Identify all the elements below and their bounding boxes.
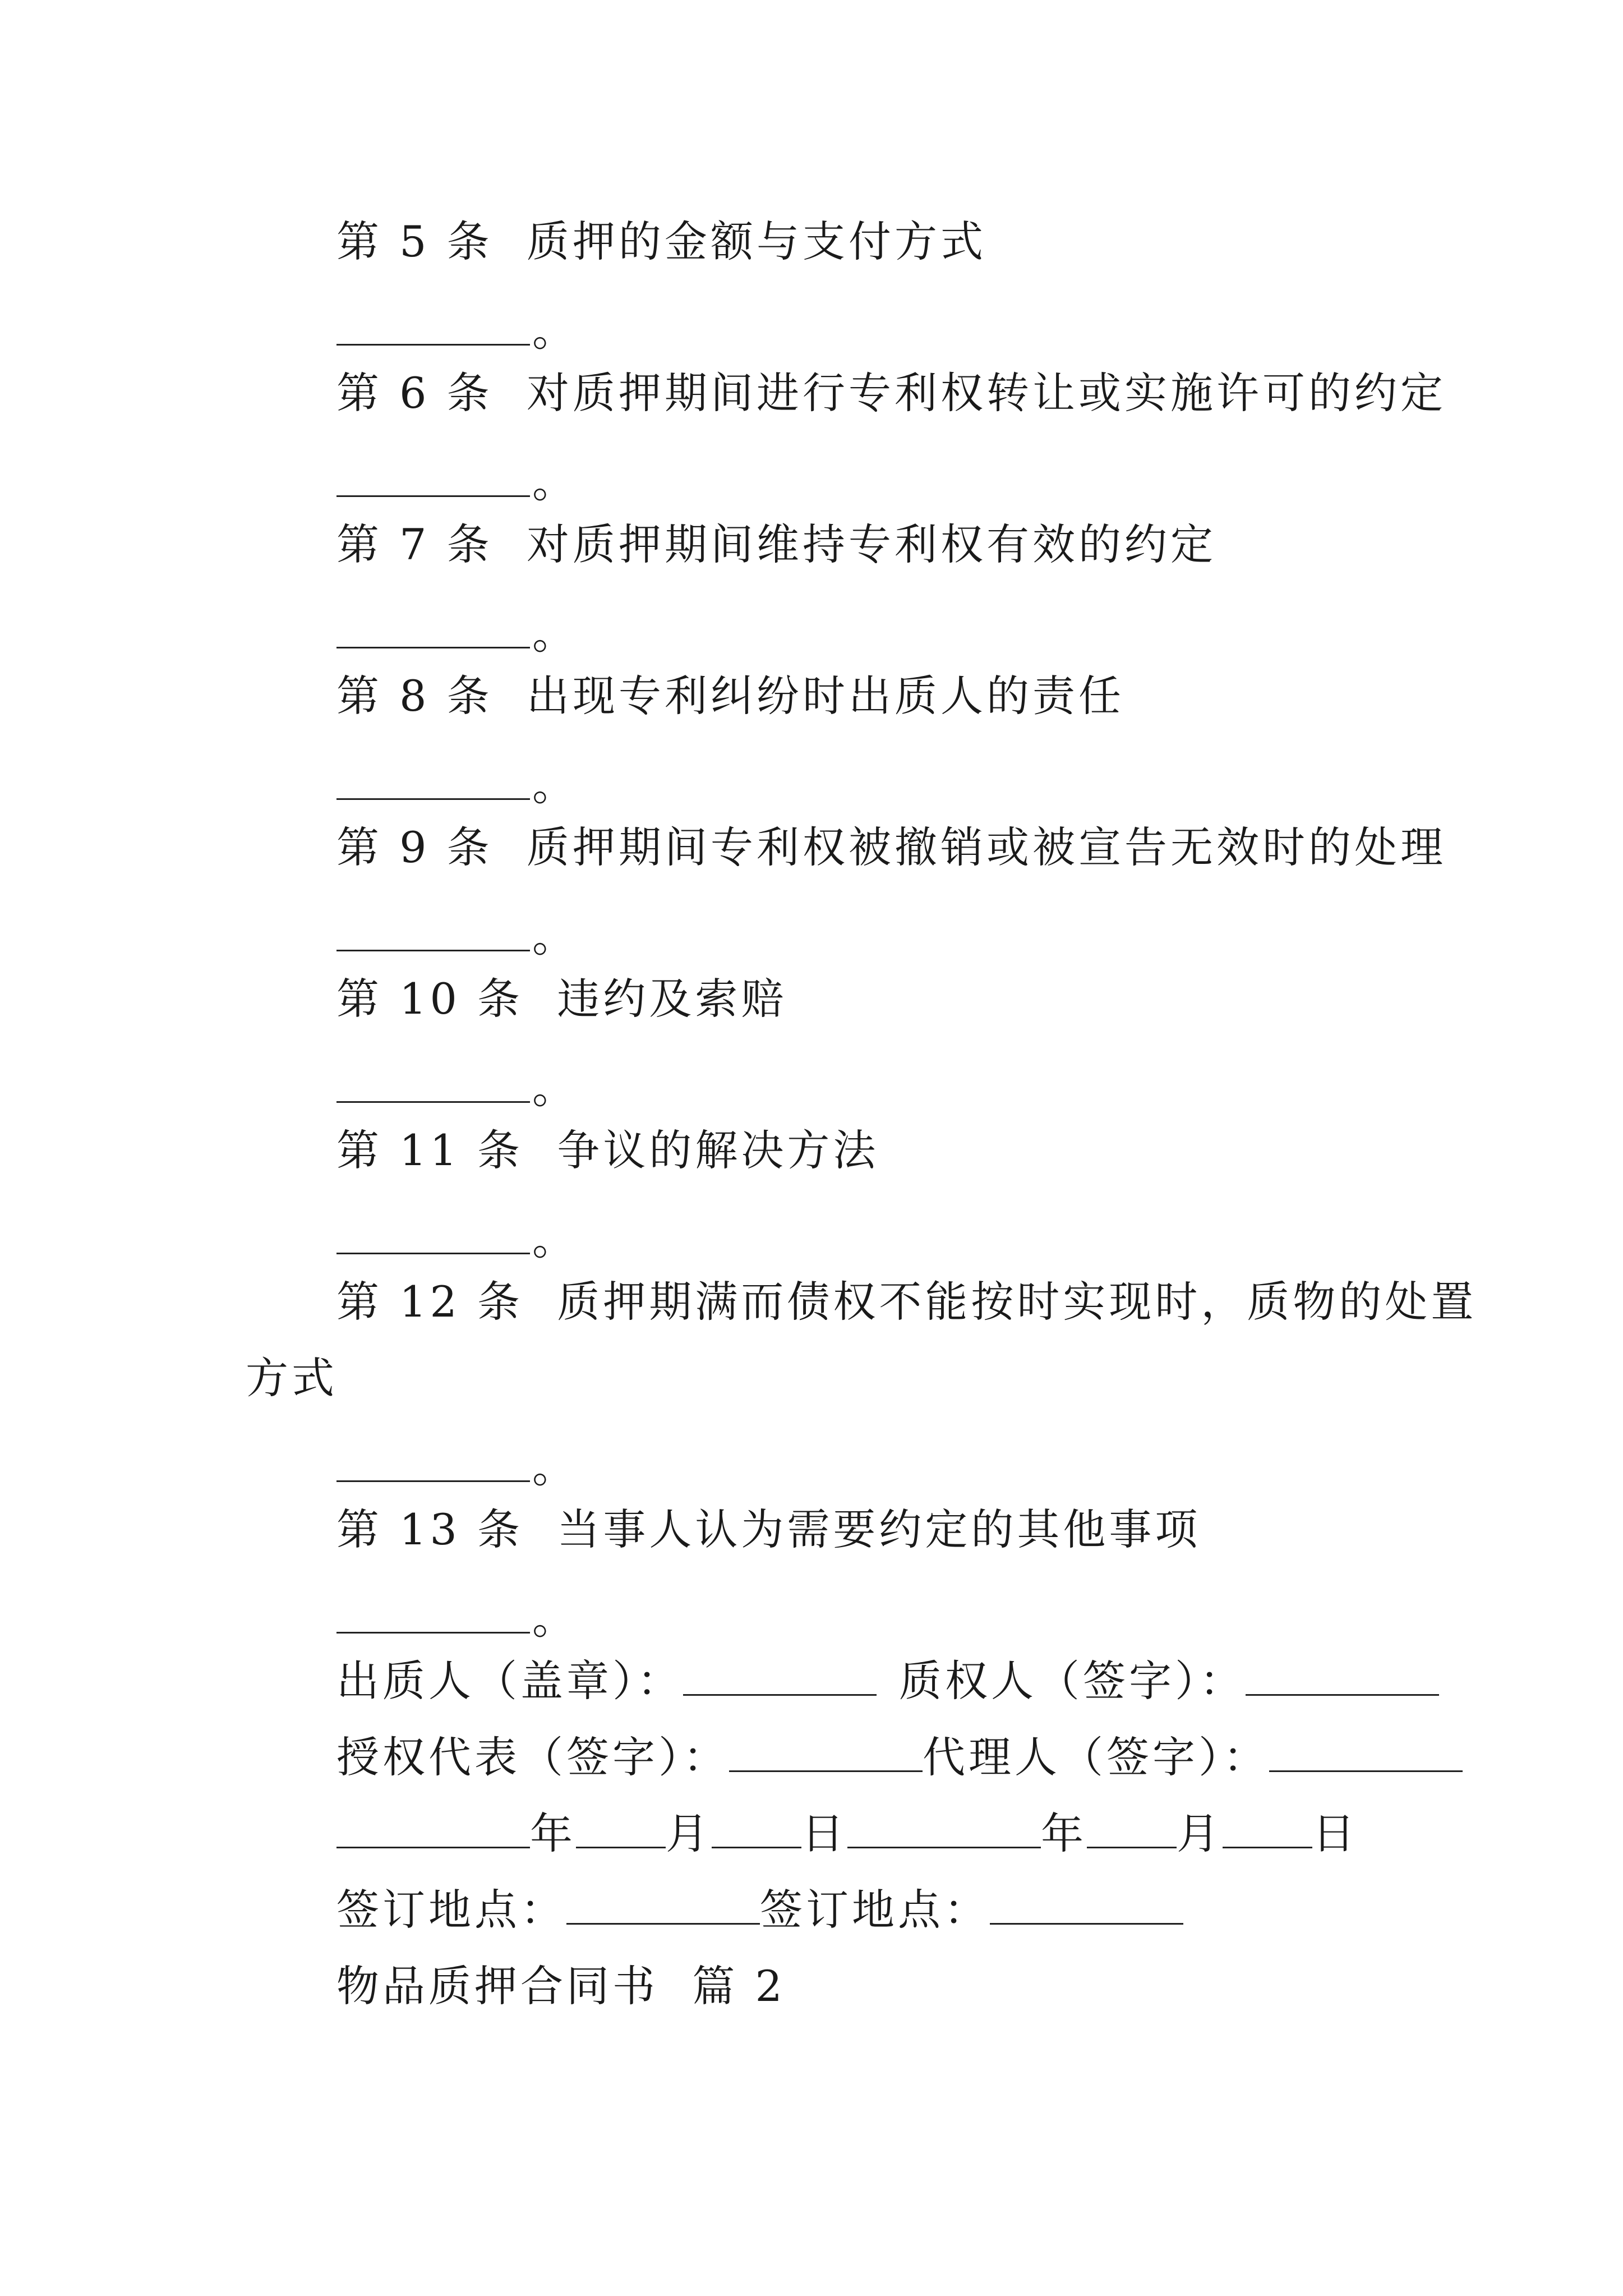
year-blank-2[interactable] xyxy=(847,1807,1041,1848)
fill-blank[interactable] xyxy=(336,759,530,800)
article-12-blank-line xyxy=(336,1439,578,1496)
date-row xyxy=(336,1806,1358,1862)
article-5-blank-line xyxy=(336,303,578,359)
fill-blank[interactable] xyxy=(336,456,530,497)
period: 。 xyxy=(532,1594,578,1644)
day-blank-2[interactable] xyxy=(1223,1807,1312,1848)
authorized-rep-label: 授权代表（签字）： xyxy=(336,1732,729,1782)
fill-blank[interactable] xyxy=(336,1062,530,1103)
period: 。 xyxy=(532,1442,578,1492)
article-12-heading-continuation: 方式 xyxy=(246,1353,338,1403)
pledgee-signature-blank[interactable] xyxy=(1246,1655,1439,1696)
article-11-blank-line xyxy=(336,1212,578,1268)
pledgor-label: 出质人（盖章）： xyxy=(336,1656,683,1706)
agent-label: 代理人（签字）： xyxy=(923,1732,1269,1782)
article-7-blank-line xyxy=(336,606,578,662)
month-label: 月 xyxy=(1177,1809,1223,1858)
article-7-heading: 第 7 条 对质押期间维持专利权有效的约定 xyxy=(336,519,1216,569)
period: 。 xyxy=(532,609,578,659)
period: 。 xyxy=(532,306,578,356)
place-label-1: 签订地点： xyxy=(336,1885,566,1935)
pledgee-label: 质权人（签字）： xyxy=(899,1656,1246,1706)
article-13-blank-line xyxy=(336,1591,578,1647)
period: 。 xyxy=(532,457,578,507)
signature-row-1 xyxy=(336,1653,1439,1709)
article-9-heading: 第 9 条 质押期间专利权被撤销或被宣告无效时的处理 xyxy=(336,822,1446,872)
fill-blank[interactable] xyxy=(336,1441,530,1482)
period: 。 xyxy=(532,1063,578,1113)
fill-blank[interactable] xyxy=(336,305,530,346)
place-blank-2[interactable] xyxy=(990,1884,1183,1925)
authorized-rep-signature-blank[interactable] xyxy=(729,1731,923,1772)
month-blank-2[interactable] xyxy=(1087,1807,1177,1848)
agent-signature-blank[interactable] xyxy=(1269,1731,1463,1772)
place-blank-1[interactable] xyxy=(566,1884,760,1925)
article-13-heading: 第 13 条 当事人认为需要约定的其他事项 xyxy=(336,1504,1201,1554)
article-8-heading: 第 8 条 出现专利纠纷时出质人的责任 xyxy=(336,671,1124,721)
article-9-blank-line xyxy=(336,909,578,965)
period: 。 xyxy=(532,1214,578,1264)
year-label: 年 xyxy=(530,1809,576,1858)
article-10-heading: 第 10 条 违约及索赔 xyxy=(336,974,787,1024)
article-6-blank-line xyxy=(336,454,578,510)
next-section-title: 物品质押合同书 篇 2 xyxy=(336,1961,786,2011)
place-label-2: 签订地点： xyxy=(760,1885,990,1935)
fill-blank[interactable] xyxy=(336,1593,530,1634)
fill-blank[interactable] xyxy=(336,608,530,648)
fill-blank[interactable] xyxy=(336,1213,530,1254)
article-11-heading: 第 11 条 争议的解决方法 xyxy=(336,1125,879,1175)
month-label: 月 xyxy=(666,1809,712,1858)
article-6-heading: 第 6 条 对质押期间进行专利权转让或实施许可的约定 xyxy=(336,368,1446,418)
article-10-blank-line xyxy=(336,1060,578,1116)
pledgor-signature-blank[interactable] xyxy=(683,1655,877,1696)
article-5-heading: 第 5 条 质押的金额与支付方式 xyxy=(336,217,986,266)
article-8-blank-line xyxy=(336,757,578,813)
day-label: 日 xyxy=(1312,1809,1358,1858)
period: 。 xyxy=(532,912,578,961)
fill-blank[interactable] xyxy=(336,910,530,951)
place-row xyxy=(336,1882,1183,1938)
article-12-heading: 第 12 条 质押期满而债权不能按时实现时，质物的处置 xyxy=(336,1277,1477,1327)
day-label: 日 xyxy=(801,1809,847,1858)
year-label: 年 xyxy=(1041,1809,1087,1858)
signature-row-2 xyxy=(336,1729,1463,1786)
day-blank-1[interactable] xyxy=(712,1807,801,1848)
month-blank-1[interactable] xyxy=(576,1807,666,1848)
year-blank-1[interactable] xyxy=(336,1807,530,1848)
period: 。 xyxy=(532,760,578,810)
